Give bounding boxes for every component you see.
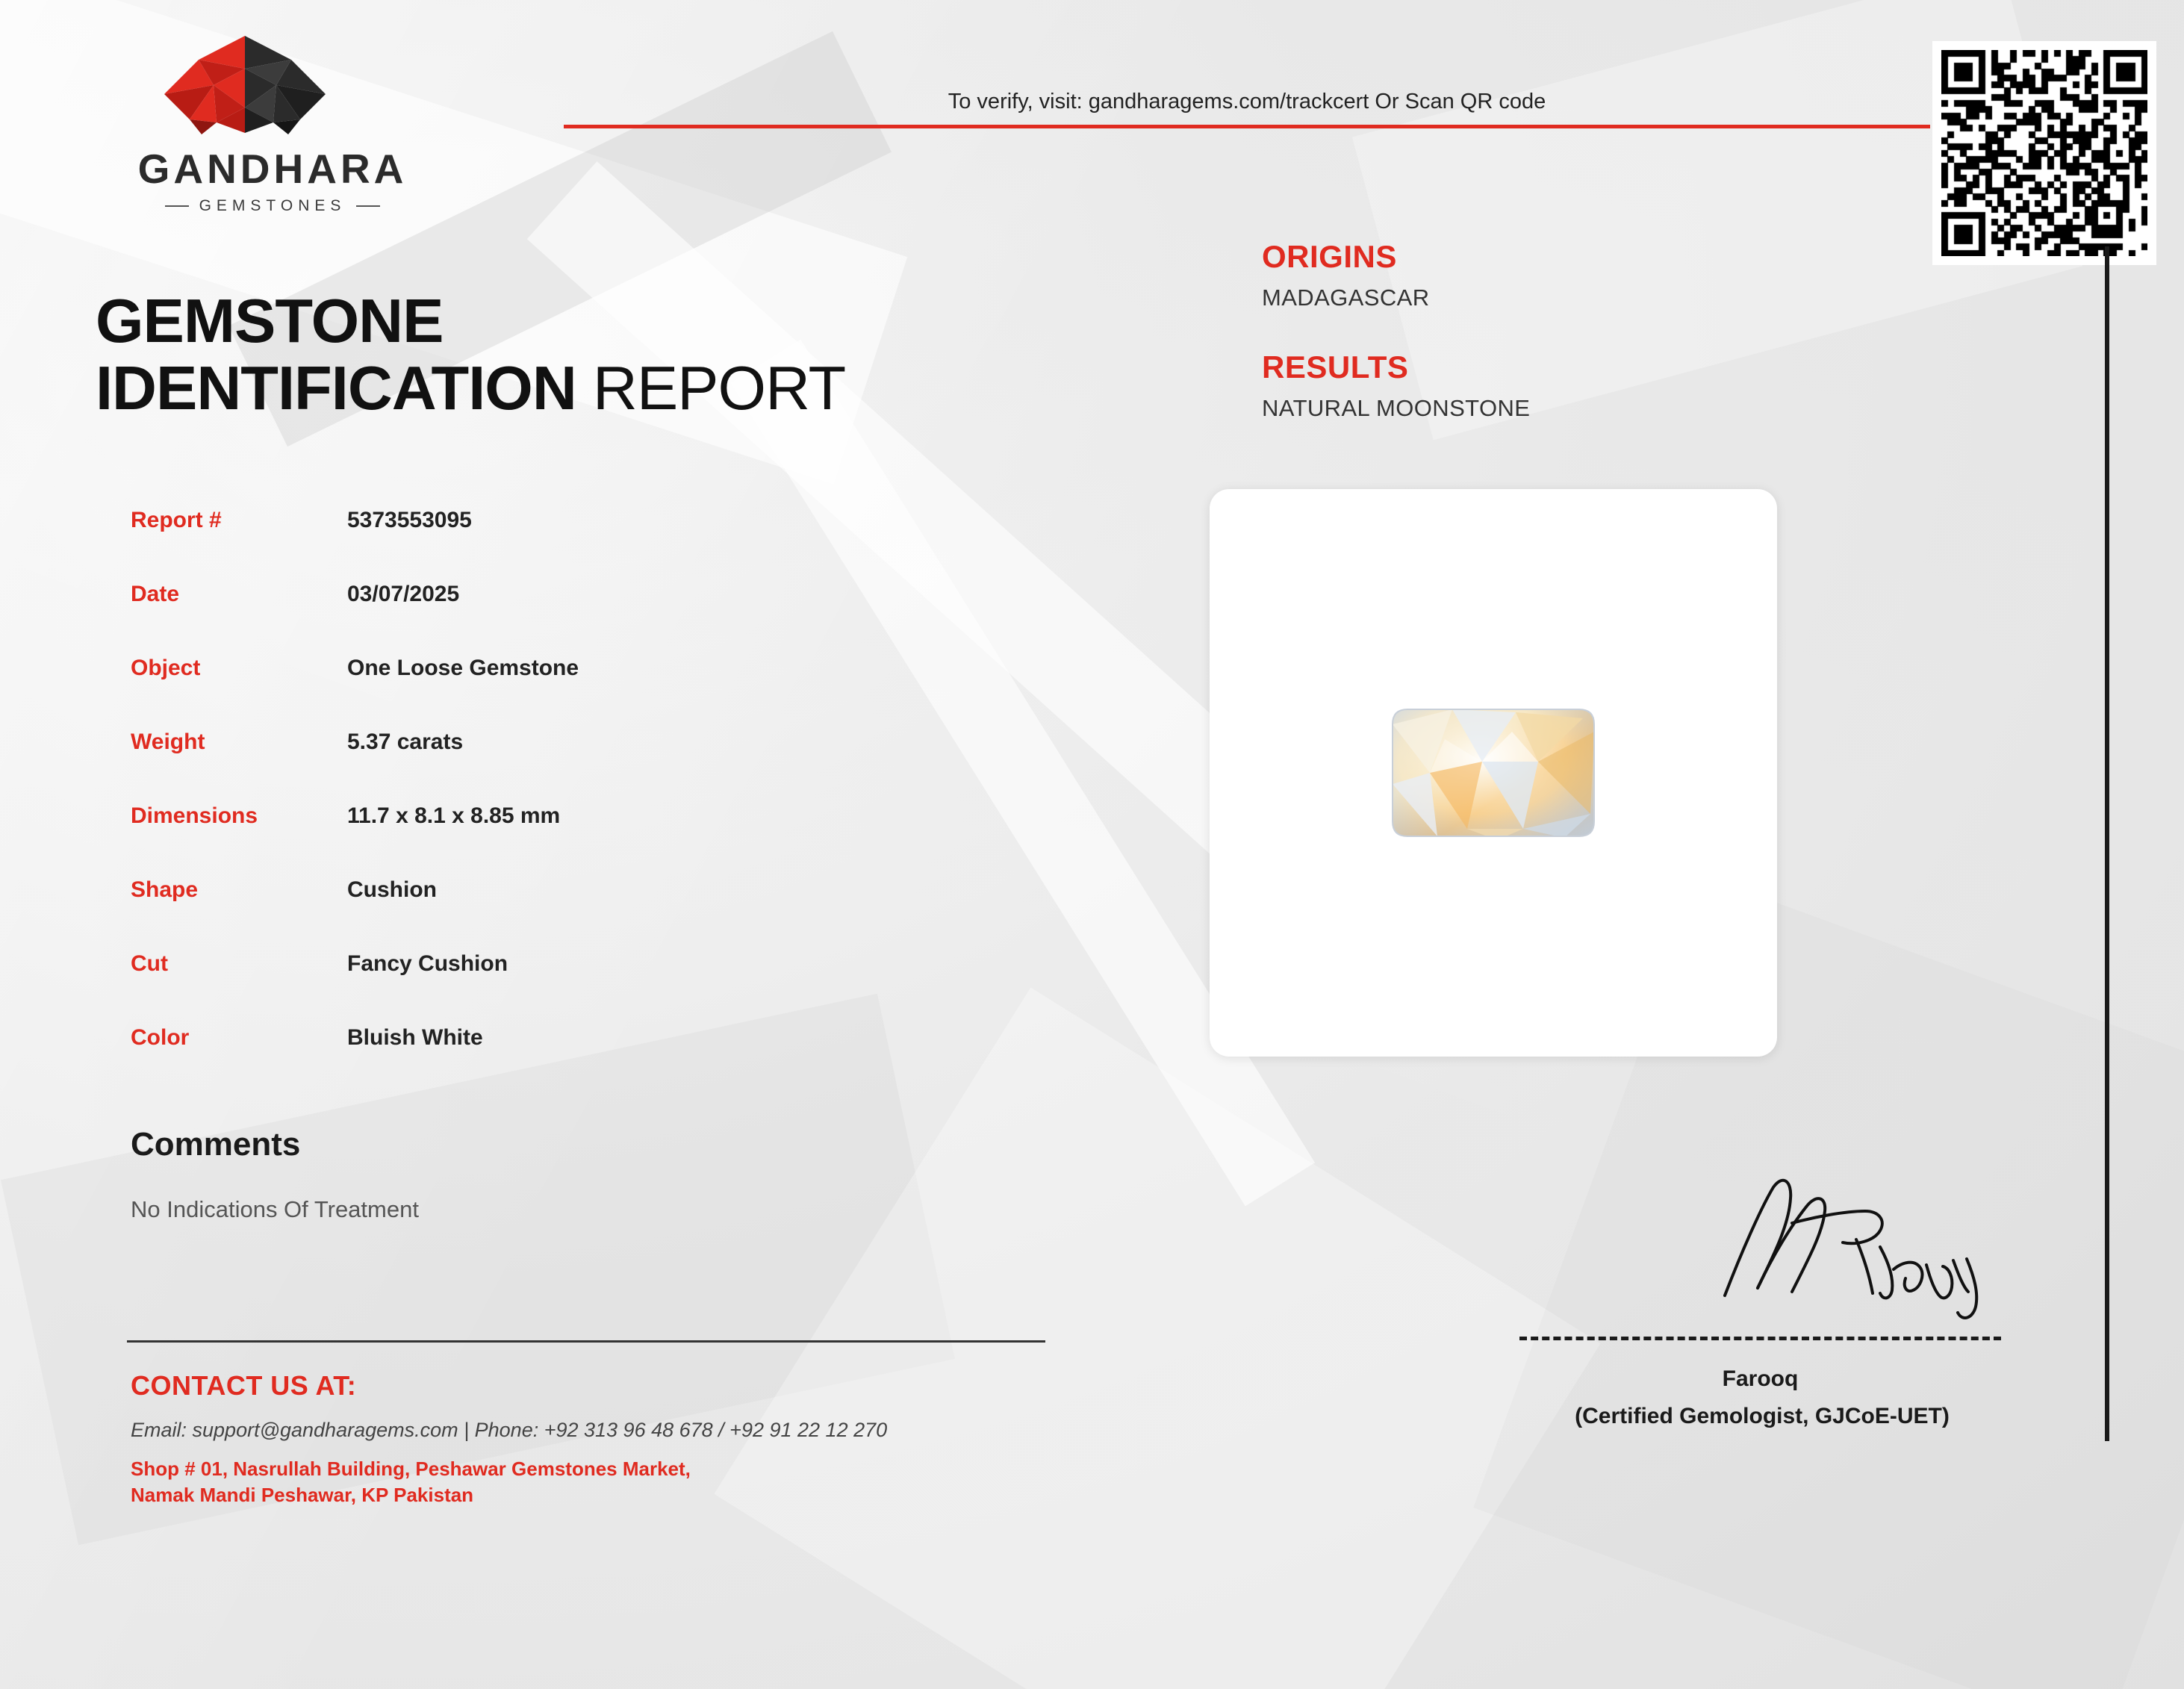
comments-heading: Comments: [131, 1126, 301, 1163]
brand-wordmark: GANDHARA: [137, 146, 408, 192]
origins-heading: ORIGINS: [1262, 239, 1397, 274]
contact-address: [131, 1456, 691, 1508]
table-row: [131, 656, 1101, 730]
contact-address-line1: Shop # 01, Nasrullah Building, Peshawar Gemstones Market,: [131, 1458, 691, 1480]
page-title-line2-light: REPORT: [592, 352, 846, 423]
table-row: [131, 730, 1101, 803]
detail-label: Report #: [131, 508, 222, 532]
verification-divider: [564, 125, 1930, 128]
table-row: [131, 1025, 1101, 1099]
table-row: [131, 508, 1101, 582]
origins-section: [1262, 239, 1429, 311]
page-title-line2-bold: IDENTIFICATION: [96, 352, 576, 423]
comments-body: No Indications Of Treatment: [131, 1196, 419, 1222]
page-title-line1: GEMSTONE: [96, 286, 444, 355]
detail-label: Color: [131, 1025, 190, 1050]
page-title-line2: [96, 352, 1216, 423]
results-heading: RESULTS: [1262, 349, 1409, 385]
detail-label: Object: [131, 656, 201, 680]
qr-code-canvas[interactable]: [1941, 50, 2147, 256]
detail-value: 5373553095: [347, 508, 472, 532]
brand-tagline-text: GEMSTONES: [199, 197, 346, 214]
gemstone-details-table: [131, 508, 1101, 1099]
detail-value: Fancy Cushion: [347, 951, 508, 976]
signatory-name: Farooq: [1722, 1366, 1799, 1391]
document-header: [0, 0, 2184, 246]
signature-divider: [1519, 1337, 2001, 1340]
contact-heading: CONTACT US AT:: [131, 1370, 357, 1401]
signatory-title: (Certified Gemologist, GJCoE-UET): [1575, 1404, 1950, 1428]
detail-value: Bluish White: [347, 1025, 483, 1050]
detail-label: Cut: [131, 951, 168, 976]
verification-banner: [564, 90, 1930, 128]
tagline-rule-left: [165, 205, 189, 207]
contact-email-phone[interactable]: Email: support@gandharagems.com | Phone: +92 313 96 48 678 / +92 91 22 12 270: [131, 1419, 888, 1441]
detail-label: Date: [131, 582, 180, 606]
results-value: NATURAL MOONSTONE: [1262, 395, 1531, 421]
tagline-rule-right: [356, 205, 380, 207]
table-row: [131, 877, 1101, 951]
detail-value: 03/07/2025: [347, 582, 460, 606]
detail-value: 5.37 carats: [347, 730, 464, 754]
brand-logo: [97, 30, 448, 215]
verification-text: To verify, visit: gandharagems.com/trackcert Or Scan QR code: [948, 90, 1546, 113]
gandhara-logo-icon: [118, 30, 372, 149]
gemstone-photo-card: [1210, 489, 1777, 1057]
table-row: [131, 803, 1101, 877]
detail-label: Shape: [131, 877, 199, 902]
origins-value: MADAGASCAR: [1262, 284, 1430, 311]
detail-label: Weight: [131, 730, 205, 754]
detail-value: Cushion: [347, 877, 437, 902]
page-title: [96, 287, 1216, 421]
table-row: [131, 951, 1101, 1025]
contact-address-line2: Namak Mandi Peshawar, KP Pakistan: [131, 1484, 474, 1507]
right-vertical-rule: [2105, 246, 2109, 1441]
gemstone-image: [1385, 702, 1602, 844]
detail-value: One Loose Gemstone: [347, 656, 579, 680]
detail-label: Dimensions: [131, 803, 258, 828]
contact-divider: [127, 1340, 1045, 1343]
qr-code[interactable]: [1932, 41, 2156, 265]
signature-image: [1702, 1165, 2016, 1337]
detail-value: 11.7 x 8.1 x 8.85 mm: [347, 803, 561, 828]
brand-tagline: [97, 197, 448, 215]
results-section: [1262, 349, 1530, 422]
table-row: [131, 582, 1101, 656]
